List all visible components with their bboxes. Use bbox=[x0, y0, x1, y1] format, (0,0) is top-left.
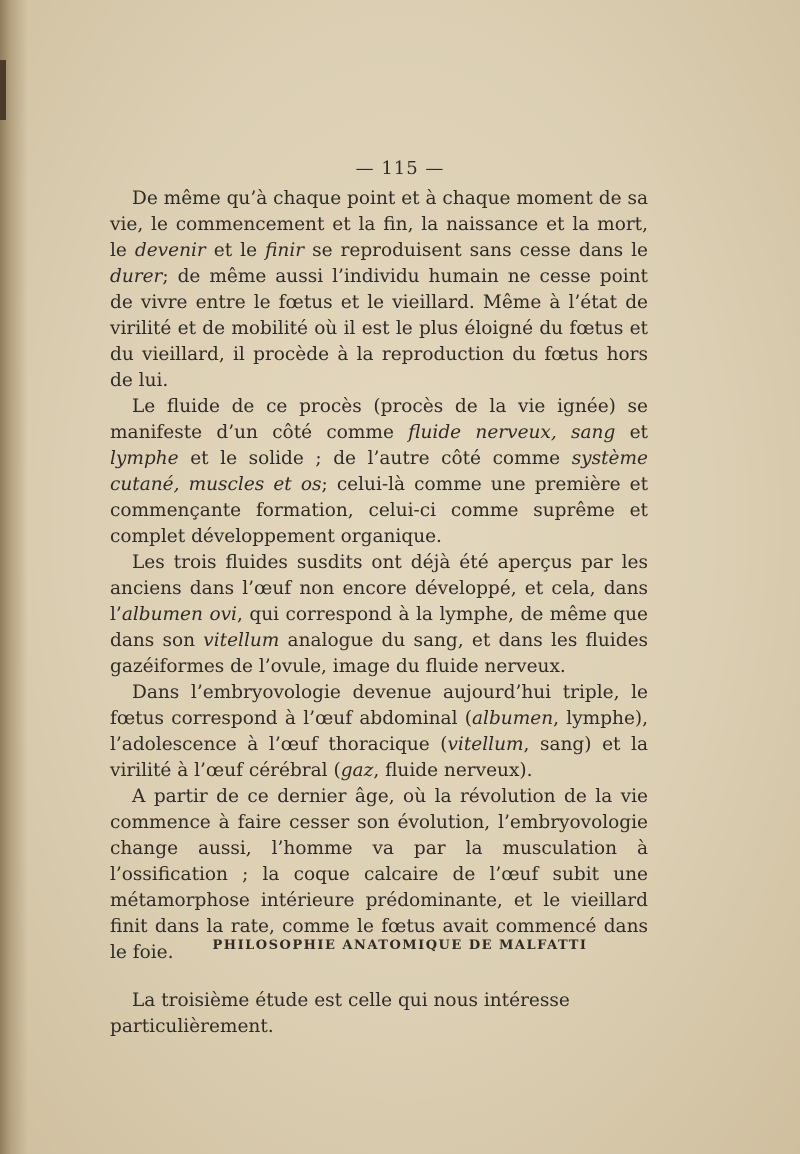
final-paragraph: La troisième étude est celle qui nous intéresse particulièrement. bbox=[110, 990, 570, 1037]
italic-term: gaz bbox=[340, 760, 374, 781]
italic-term: albumen ovi bbox=[121, 604, 237, 625]
section-heading: PHILOSOPHIE ANATOMIQUE DE MALFATTI bbox=[212, 938, 588, 953]
paragraph: Le fluide de ce procès (procès de la vie ignée) se manifeste d’un côté comme fluide nerveux, sang et lymphe et le solide ; de l’autre côté comme système cutané, muscles et os; celui-là comme une première et commençante formation, celui-ci comme suprême et complet développement organique. bbox=[110, 396, 649, 547]
paragraph: Dans l’embryovologie devenue aujourd’hui triple, le fœtus correspond à l’œuf abdominal (albumen, lymphe), l’adolescence à l’œuf thoracique (vitellum, sang) et la virilité à l’œuf cérébral (gaz, fluide nerveux). bbox=[110, 682, 648, 781]
italic-term: vitellum bbox=[447, 734, 524, 755]
body-text bbox=[110, 186, 648, 966]
italic-term: devenir bbox=[134, 240, 206, 261]
binding-mark bbox=[0, 60, 6, 120]
italic-term: vitellum bbox=[203, 630, 280, 651]
italic-term: finir bbox=[265, 240, 305, 261]
italic-term: albumen bbox=[472, 708, 554, 729]
paragraph: A partir de ce dernier âge, où la révolution de la vie commence à faire cesser son évolution, l’embryovologie change aussi, l’homme va par la musculation à l’ossification ; la coque calcaire de l’œuf subit une métamorphose intérieure prédominante, et le vieillard finit dans la rate, comme le fœtus avait commencé dans le foie. bbox=[110, 786, 648, 963]
italic-term: durer bbox=[110, 266, 163, 287]
page-number: — 115 — bbox=[355, 158, 445, 179]
italic-term: système cutané, muscles et os bbox=[110, 448, 648, 495]
italic-term: lymphe bbox=[110, 448, 179, 469]
paragraph: Les trois fluides susdits ont déjà été aperçus par les anciens dans l’œuf non encore développé, et cela, dans l’albumen ovi, qui correspond à la lymphe, de même que dans son vitellum analogue du sang, et dans les fluides gazéiformes de l’ovule, image du fluide nerveux. bbox=[110, 552, 649, 677]
italic-term: fluide nerveux, sang bbox=[408, 422, 616, 443]
paragraph: De même qu’à chaque point et à chaque moment de sa vie, le commencement et la fin, la naissance et la mort, le devenir et le finir se reproduisent sans cesse dans le durer; de même aussi l’individu humain ne cesse point de vivre entre le fœtus et le vieillard. Même à l’état de virilité et de mobilité où il est le plus éloigné du fœtus et du vieillard, il procède à la reproduction du fœtus hors de lui. bbox=[110, 188, 649, 391]
